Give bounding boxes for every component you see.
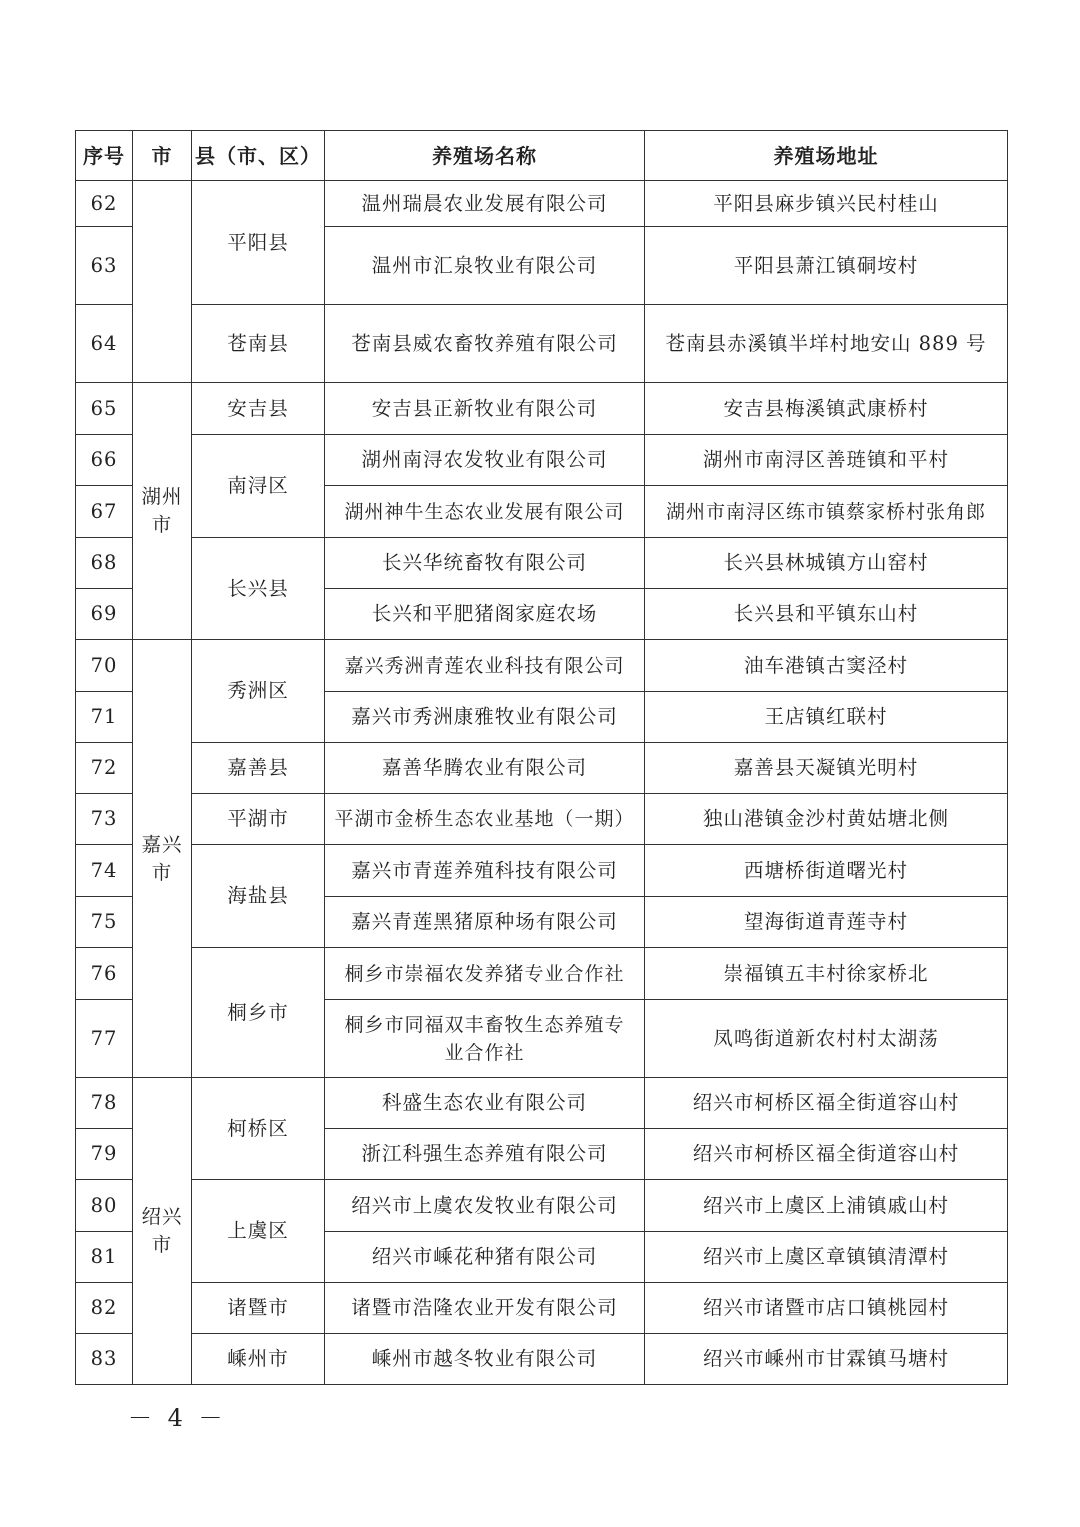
row-no: 71: [76, 692, 133, 743]
farm-address: 望海街道青莲寺村: [645, 897, 1008, 948]
row-no: 78: [76, 1078, 133, 1129]
page-number: － 4 －: [128, 1404, 227, 1432]
row-no: 83: [76, 1334, 133, 1385]
county-cell: 平阳县: [192, 181, 325, 305]
table-row: [76, 948, 1008, 1000]
county-cell: 柯桥区: [192, 1078, 325, 1180]
city-name-line1: 绍兴: [141, 1205, 183, 1228]
farm-address: 凤鸣街道新农村村太湖荡: [645, 1000, 1008, 1078]
table-row: [76, 640, 1008, 692]
city-cell-shaoxing: [133, 1078, 192, 1385]
table-header-row: [76, 131, 1008, 181]
header-farm-name: 养殖场名称: [325, 131, 645, 181]
farm-name: 嘉善华腾农业有限公司: [325, 743, 645, 794]
row-no: 66: [76, 435, 133, 486]
county-cell: 平湖市: [192, 794, 325, 845]
row-no: 73: [76, 794, 133, 845]
table-row: [76, 1283, 1008, 1334]
city-name-line2: 市: [151, 513, 173, 536]
farm-name: 温州瑞晨农业发展有限公司: [325, 181, 645, 227]
farm-name: 桐乡市崇福农发养猪专业合作社: [325, 948, 645, 1000]
county-cell: 长兴县: [192, 538, 325, 640]
row-no: 67: [76, 486, 133, 538]
farm-name: 嘉兴秀洲青莲农业科技有限公司: [325, 640, 645, 692]
farm-address: 绍兴市上虞区上浦镇戚山村: [645, 1180, 1008, 1232]
row-no: 80: [76, 1180, 133, 1232]
county-cell: 嘉善县: [192, 743, 325, 794]
header-farm-address: 养殖场地址: [645, 131, 1008, 181]
row-no: 75: [76, 897, 133, 948]
farm-name: 诸暨市浩隆农业开发有限公司: [325, 1283, 645, 1334]
farm-name-line2: 业合作社: [444, 1041, 525, 1064]
farm-address: 平阳县麻步镇兴民村桂山: [645, 181, 1008, 227]
row-no: 76: [76, 948, 133, 1000]
farm-name: 平湖市金桥生态农业基地（一期）: [325, 794, 645, 845]
row-no: 69: [76, 589, 133, 640]
farm-address: 长兴县林城镇方山窑村: [645, 538, 1008, 589]
header-county: 县（市、区）: [192, 131, 325, 181]
table-row: [76, 1180, 1008, 1232]
row-no: 81: [76, 1232, 133, 1283]
farm-name: 长兴华统畜牧有限公司: [325, 538, 645, 589]
table-row: [76, 743, 1008, 794]
farm-address: 绍兴市嵊州市甘霖镇马塘村: [645, 1334, 1008, 1385]
farm-name: 长兴和平肥猪阁家庭农场: [325, 589, 645, 640]
city-cell-wenzhou: [133, 181, 192, 383]
city-name-line2: 市: [151, 860, 173, 884]
city-name-line1: 湖州: [141, 485, 183, 508]
table-row: [76, 1078, 1008, 1129]
table-row: [76, 794, 1008, 845]
county-cell: 南浔区: [192, 435, 325, 538]
farm-name: [325, 1000, 645, 1078]
farm-name: 湖州南浔农发牧业有限公司: [325, 435, 645, 486]
row-no: 65: [76, 383, 133, 435]
row-no: 63: [76, 227, 133, 305]
farm-address: 长兴县和平镇东山村: [645, 589, 1008, 640]
farm-address: 绍兴市柯桥区福全街道容山村: [645, 1129, 1008, 1180]
farm-name: 绍兴市上虞农发牧业有限公司: [325, 1180, 645, 1232]
county-cell: 上虞区: [192, 1180, 325, 1283]
row-no: 77: [76, 1000, 133, 1078]
farm-name: 嵊州市越冬牧业有限公司: [325, 1334, 645, 1385]
table-row: [76, 181, 1008, 227]
city-name-line1: 嘉兴: [141, 832, 183, 856]
farm-name: 绍兴市嵊花种猪有限公司: [325, 1232, 645, 1283]
farm-name: 苍南县威农畜牧养殖有限公司: [325, 305, 645, 383]
farm-address: 平阳县萧江镇硐垵村: [645, 227, 1008, 305]
farm-address: 绍兴市上虞区章镇镇清潭村: [645, 1232, 1008, 1283]
row-no: 72: [76, 743, 133, 794]
farm-address: 绍兴市诸暨市店口镇桃园村: [645, 1283, 1008, 1334]
farm-name: 温州市汇泉牧业有限公司: [325, 227, 645, 305]
row-no: 64: [76, 305, 133, 383]
farm-address: 湖州市南浔区练市镇蔡家桥村张角郎: [645, 486, 1008, 538]
farm-address: 王店镇红联村: [645, 692, 1008, 743]
farm-address: 安吉县梅溪镇武康桥村: [645, 383, 1008, 435]
farm-name: 湖州神牛生态农业发展有限公司: [325, 486, 645, 538]
farm-address: 油车港镇古窦泾村: [645, 640, 1008, 692]
row-no: 70: [76, 640, 133, 692]
farm-address: 独山港镇金沙村黄姑塘北侧: [645, 794, 1008, 845]
city-name-line2: 市: [151, 1233, 173, 1256]
farm-address: 西塘桥街道曙光村: [645, 845, 1008, 897]
city-cell-jiaxing: [133, 640, 192, 1078]
farm-name: 嘉兴市青莲养殖科技有限公司: [325, 845, 645, 897]
header-city: 市: [133, 131, 192, 181]
farm-name: 安吉县正新牧业有限公司: [325, 383, 645, 435]
city-cell-huzhou: [133, 383, 192, 640]
county-cell: 海盐县: [192, 845, 325, 948]
county-cell: 诸暨市: [192, 1283, 325, 1334]
row-no: 74: [76, 845, 133, 897]
row-no: 62: [76, 181, 133, 227]
header-no: 序号: [76, 131, 133, 181]
table-row: [76, 305, 1008, 383]
county-cell: 苍南县: [192, 305, 325, 383]
farm-name: 浙江科强生态养殖有限公司: [325, 1129, 645, 1180]
county-cell: 安吉县: [192, 383, 325, 435]
table-row: [76, 845, 1008, 897]
farm-address: 绍兴市柯桥区福全街道容山村: [645, 1078, 1008, 1129]
county-cell: 秀洲区: [192, 640, 325, 743]
table-row: [76, 1334, 1008, 1385]
row-no: 68: [76, 538, 133, 589]
farm-name-line1: 桐乡市同福双丰畜牧生态养殖专: [344, 1013, 625, 1036]
table-row: [76, 538, 1008, 589]
county-cell: 桐乡市: [192, 948, 325, 1078]
farm-address: 嘉善县天凝镇光明村: [645, 743, 1008, 794]
table-row: [76, 383, 1008, 435]
farm-address: 苍南县赤溪镇半垟村地安山 889 号: [645, 305, 1008, 383]
farm-name: 嘉兴市秀洲康雅牧业有限公司: [325, 692, 645, 743]
farm-name: 嘉兴青莲黑猪原种场有限公司: [325, 897, 645, 948]
farm-address: 崇福镇五丰村徐家桥北: [645, 948, 1008, 1000]
row-no: 82: [76, 1283, 133, 1334]
table-row: [76, 435, 1008, 486]
farm-name: 科盛生态农业有限公司: [325, 1078, 645, 1129]
farm-table: [75, 130, 1008, 1385]
county-cell: 嵊州市: [192, 1334, 325, 1385]
farm-address: 湖州市南浔区善琏镇和平村: [645, 435, 1008, 486]
row-no: 79: [76, 1129, 133, 1180]
